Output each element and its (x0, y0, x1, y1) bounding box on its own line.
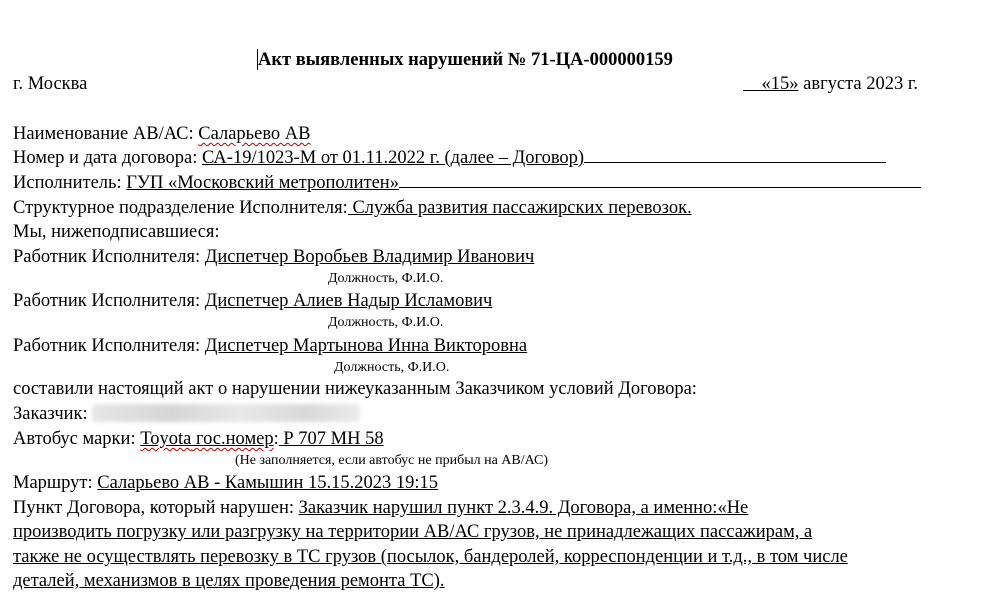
bus-brand: Toyota (140, 429, 192, 449)
bus-plate: Р 707 МН 58 (278, 429, 384, 449)
violation-label: Пункт Договора, который нарушен: (13, 498, 299, 518)
worker-3-value: Диспетчер Мартынова Инна Викторовна (204, 336, 528, 356)
worker-2-hint: Должность, Ф.И.О. (328, 315, 444, 330)
bus-plate-label: гос.номер (191, 429, 274, 449)
violation-line-3: также не осуществлять перевозку в ТС грузов (посылок, бандеролей, корреспонденции и т.д., в том числе (13, 547, 848, 567)
worker-2-value: Диспетчер Алиев Надыр Исламович (204, 291, 493, 311)
bus-label: Автобус марки: (13, 429, 141, 449)
violation-line-1 (13, 497, 748, 519)
contract-fill-line (584, 161, 886, 163)
date-line (743, 73, 918, 95)
worker-3-line (13, 335, 527, 357)
customer-label: Заказчик: (13, 404, 88, 424)
intro-line: Мы, нижеподписавшиеся: (13, 222, 220, 242)
worker-2-label: Работник Исполнителя: (13, 291, 205, 311)
route-label: Маршрут: (13, 473, 98, 493)
city-line (13, 73, 87, 95)
division-label: Структурное подразделение Исполнителя: (13, 198, 348, 218)
executor-label: Исполнитель: (13, 173, 127, 193)
customer-line (13, 403, 360, 425)
executor-fill-line (399, 186, 921, 188)
statement-line: составили настоящий акт о нарушении нижеуказанным Заказчиком условий Договора: (13, 379, 697, 399)
worker-1-line (13, 246, 534, 268)
worker-1-label: Работник Исполнителя: (13, 247, 205, 267)
document-title: Акт выявленных нарушений № 71-ЦА-000000159 (258, 50, 673, 70)
division-line (13, 197, 692, 219)
violation-text-1: Заказчик нарушил пункт 2.3.4.9. Договора, а именно:«Не (298, 498, 749, 518)
worker-3-hint: Должность, Ф.И.О. (334, 360, 450, 375)
violation-line-2: производить погрузку или разгрузку на территории АВ/АС грузов, не принадлежащих пассажирам, а (13, 522, 813, 542)
violation-line-4: деталей, механизмов в целях проведения ремонта ТС). (13, 571, 445, 591)
bus-line (13, 428, 384, 450)
worker-3-label: Работник Исполнителя: (13, 336, 205, 356)
contract-value: СА-19/1023-М от 01.11.2022 г. (далее – Договор) (202, 148, 585, 168)
city: г. Москва (13, 74, 88, 94)
executor-line (13, 172, 921, 194)
station-line (13, 123, 311, 145)
worker-1-value: Диспетчер Воробьев Владимир Иванович (204, 247, 535, 267)
station-label: Наименование АВ/АС: (13, 124, 199, 144)
customer-redacted (92, 404, 360, 422)
route-line (13, 472, 438, 494)
date-rest: августа 2023 г. (798, 74, 919, 94)
contract-label: Номер и дата договора: (13, 148, 202, 168)
bus-hint: (Не заполняется, если автобус не прибыл на АВ/АС) (235, 453, 549, 468)
station-value: Саларьево АВ (198, 124, 311, 144)
executor-value: ГУП «Московский метрополитен» (126, 173, 399, 193)
bus-colon: : (273, 429, 279, 449)
route-value: Саларьево АВ - Камышин 15.15.2023 19:15 (97, 473, 439, 493)
worker-2-line (13, 290, 492, 312)
worker-1-hint: Должность, Ф.И.О. (328, 271, 444, 286)
contract-line (13, 147, 886, 169)
division-value: Служба развития пассажирских перевозок. (347, 198, 692, 218)
date-day: «15» (761, 74, 799, 94)
